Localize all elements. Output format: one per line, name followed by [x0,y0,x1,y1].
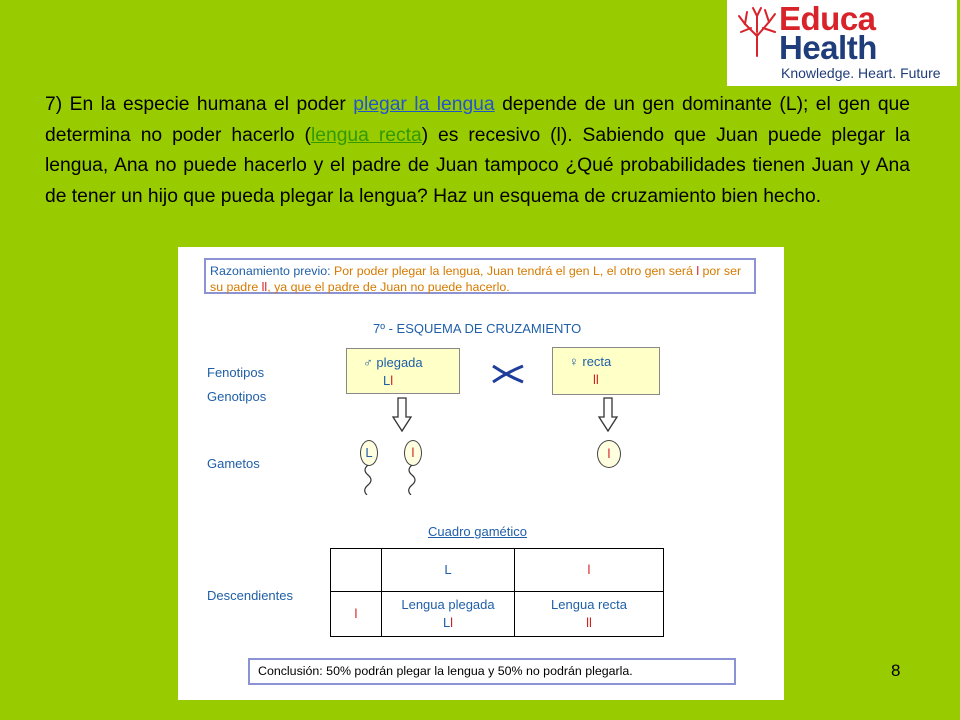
gamete-male-l: l [404,440,422,466]
link-plegar-la-lengua[interactable]: plegar la lengua [353,94,495,115]
table-title-word-2: gamético [474,524,528,539]
male-genotype-dominant: L [383,373,391,388]
sperm-tail-icon [361,465,375,495]
male-phenotype [363,355,423,370]
reasoning-gene-l: l [696,264,700,278]
cross-diagram [178,247,784,700]
reasoning-text-2: por ser su padre [210,264,742,294]
gamete-male-L: L [360,440,378,466]
male-genotype-recessive: l [390,373,394,388]
label-fenotipos: Fenotipos [207,365,265,380]
female-symbol-icon: ♀ [569,354,579,369]
cell-plegada-gen-l: l [450,615,454,631]
sperm-tail-icon [405,465,419,495]
table-cell-recta [515,592,664,637]
reasoning-text-1: Por poder plegar la lengua, Juan tendrá el gen L, el otro gen será [333,264,697,278]
female-phenotype-label: recta [582,354,612,369]
conclusion-box: Conclusión: 50% podrán plegar la lengua y 50% no podrán plegarla. [248,658,736,685]
cell-plegada-text: Lengua plegada [401,597,495,613]
male-symbol-icon: ♂ [363,355,373,370]
cell-recta-gen: ll [586,615,592,631]
male-phenotype-label: plegada [376,355,423,370]
table-cell-plegada [382,592,515,637]
label-descendientes: Descendientes [207,588,293,603]
female-arrow-icon [597,397,619,433]
male-arrow-icon [391,397,413,433]
logo-tagline: Knowledge. Heart. Future [781,65,941,81]
male-genotype [383,373,393,388]
reasoning-text-3: , ya que el padre de Juan no puede hacerlo. [267,280,510,294]
table-header-l: l [515,549,664,592]
label-gametos: Gametos [207,456,260,471]
question-part-2: depende de un gen dominante (L); el gen que determina no poder hacerlo ( [45,94,910,146]
table-corner-cell [331,549,382,592]
female-parent-box [552,347,660,395]
cell-recta-text: Lengua recta [551,597,627,613]
question-part-3: ) es recesivo (l). Sabiendo que Juan puede plegar la lengua, Ana no puede hacerlo y el padre de Juan tampoco ¿Qué probabilidades tienen Juan y Ana de tener un hijo que pueda plegar la lengua? Haz un esquema de cruzamiento bien hecho. [45,124,910,207]
page-number: 8 [891,661,901,680]
question-text [45,90,910,212]
scheme-title: 7º - ESQUEMA DE CRUZAMIENTO [373,321,582,336]
punnett-table [330,548,664,637]
educa-health-logo [727,0,957,86]
table-header-L: L [382,549,515,592]
logo-word-health: Health [779,29,877,66]
reasoning-gene-ll: ll [261,280,268,294]
question-part-1: 7) En la especie humana el poder [45,94,354,115]
reasoning-box [204,258,756,294]
cross-x-icon [491,364,525,384]
label-genotipos: Genotipos [207,389,267,404]
female-genotype: ll [593,372,599,387]
cell-plegada-gen-L: L [442,615,451,631]
male-parent-box [346,348,460,394]
reasoning-label: Razonamiento previo: [210,264,334,278]
female-phenotype [569,354,611,369]
link-lengua-recta[interactable]: lengua recta [310,124,422,146]
logo-word-educa: Educa [779,0,876,37]
gamete-female-l: l [597,440,621,468]
table-row-header-l: l [331,592,382,637]
table-title-word-1: Cuadro [428,524,471,539]
table-title [428,524,527,539]
tree-logo-icon [735,6,779,58]
